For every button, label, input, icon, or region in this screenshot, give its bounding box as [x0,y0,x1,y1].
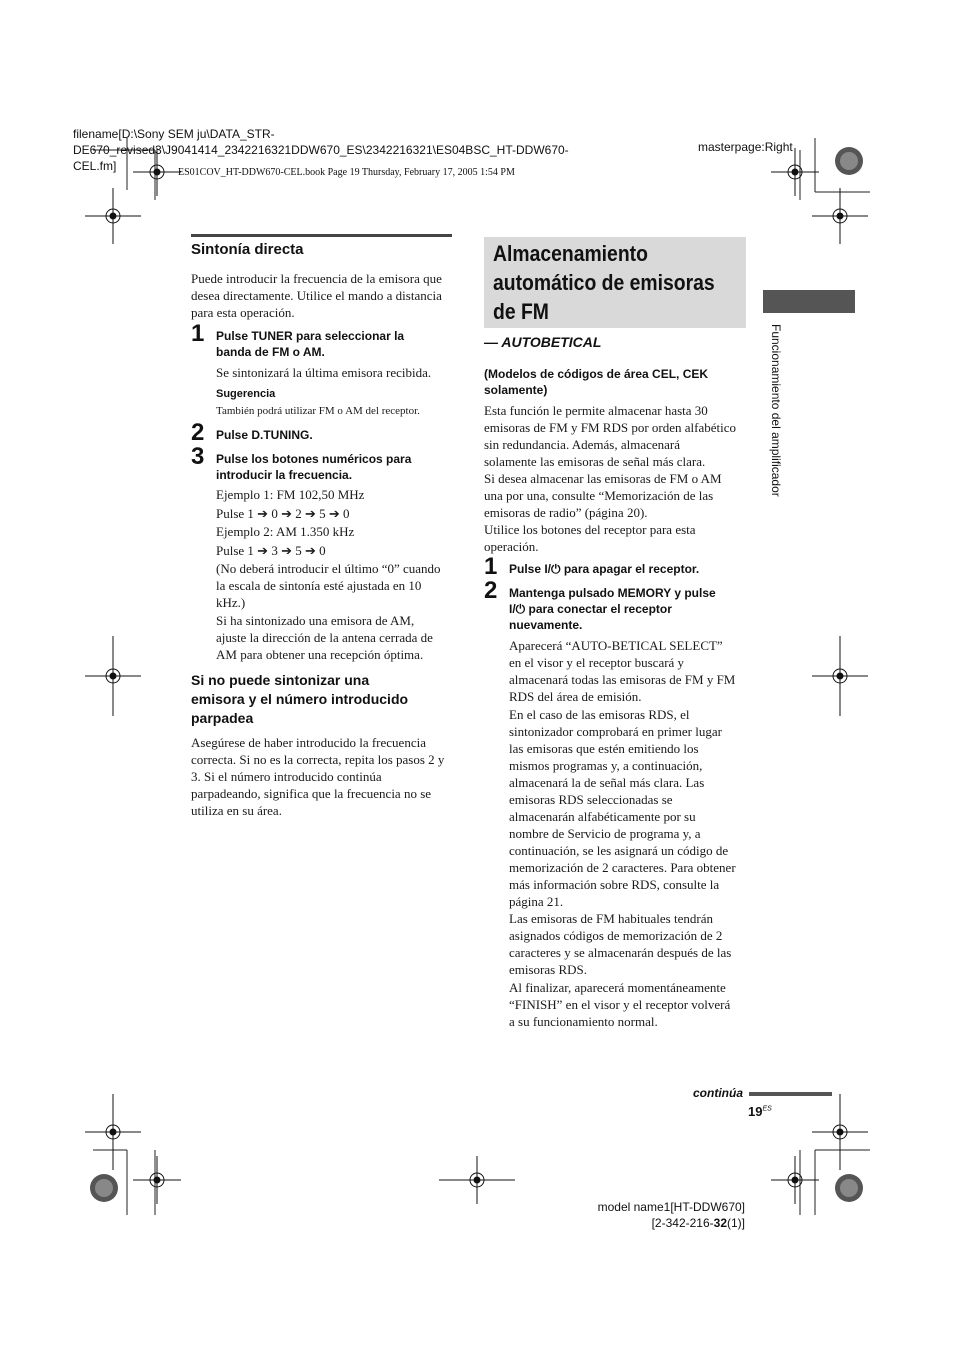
step-paragraph [509,979,754,1030]
side-tab-label: Funcionamiento del amplificador [769,324,783,497]
model-info [560,1199,745,1231]
text-line: nuevamente. [509,618,583,632]
book-line: ES01COV_HT-DDW670-CEL.book Page 19 Thursday, February 17, 2005 1:54 PM [178,167,515,178]
section-rule [191,234,452,237]
tip-text: También podrá utilizar FM o AM del receptor. [216,405,420,417]
text-line: nombre de Servicio de programa y, a [509,826,701,841]
text-line: Aparecerá “AUTO-BETICAL SELECT” [509,638,723,653]
text-line: a su funcionamiento normal. [509,1014,658,1029]
filename-line: filename[D:\Sony SEM ju\DATA_STR- [73,127,275,141]
masterpage-label: masterpage:Right [698,140,793,154]
model-code [560,1215,745,1231]
side-tab-bar [763,290,855,313]
text-line: caracteres y se almacenarán después de las [509,945,732,960]
text-line: almacenarán alfabéticamente por su [509,809,696,824]
text-line: utiliza en su área. [191,803,282,818]
text-line: ajuste la dirección de la antena cerrada de [216,630,433,645]
text-line: emisora y el número introducido [191,691,409,707]
text-line: mismos programas y, a continuación, [509,758,703,773]
example-line: Pulse 1 ➔ 0 ➔ 2 ➔ 5 ➔ 0 [216,505,350,521]
text-line: Si ha sintonizado una emisora de AM, [216,613,415,628]
main-heading [493,239,715,326]
text-line: banda de FM o AM. [216,345,325,359]
text-line: más información sobre RDS, consulte la [509,877,720,892]
model-code-part: (1)] [727,1216,745,1230]
text-line: Puede introducir la frecuencia de la emisora que [191,271,442,286]
text-line: emisoras RDS. [509,962,587,977]
filename-line: CEL.fm] [73,159,117,173]
text-line: RDS del área de emisión. [509,689,642,704]
continues-label: continúa [693,1086,743,1100]
step-number: 3 [191,443,205,470]
heading-line: automático de emisoras [493,270,715,295]
subheading [191,671,456,728]
text-line: Las emisoras de FM habituales tendrán [509,911,713,926]
step-note [216,612,456,663]
text-line: operación. [484,539,539,554]
text-line: Al finalizar, aparecerá momentáneamente [509,980,726,995]
step-number: 1 [484,553,498,580]
text-line: solamente las emisoras de señal más clara. [484,454,706,469]
step-examples [216,486,456,560]
example-line: Ejemplo 2: AM 1.350 kHz [216,524,355,539]
text-line: continuación, se les asignará un código de [509,843,729,858]
step-number: 2 [191,419,205,446]
step-text: Se sintonizará la última emisora recibida. [216,365,432,380]
text-line: I/⏻ para conectar el receptor [509,602,672,616]
text-line: emisoras RDS seleccionadas se [509,792,673,807]
text-line: Esta función le permite almacenar hasta 30 [484,403,708,418]
text-line: En el caso de las emisoras RDS, el [509,707,690,722]
continues-bar [749,1092,832,1096]
step-number: 2 [484,577,498,604]
text-line: sin redundancia. Además, almacenará [484,437,680,452]
step-number: 1 [191,320,205,347]
text-line: sintonizador comprobará en primer lugar [509,724,722,739]
step-title [216,451,456,483]
model-name: model name1[HT-DDW670] [597,1200,745,1214]
example-line: Pulse 1 ➔ 3 ➔ 5 ➔ 0 [216,542,326,558]
tip-heading: Sugerencia [216,388,276,400]
text-line: AM para obtener una recepción óptima. [216,647,424,662]
step-paragraph [509,910,754,978]
page-number-value: 19 [748,1104,763,1119]
text-line: 3. Si el número introducido continúa [191,769,382,784]
text-line: introducir la frecuencia. [216,468,353,482]
text-line: correcta. Si no es la correcta, repita los pasos 2 y [191,752,445,767]
example-line: Ejemplo 1: FM 102,50 MHz [216,487,365,502]
models-note [484,366,754,398]
text-line: parpadea [191,710,254,726]
text-line: una por una, consulte “Memorización de las [484,488,714,503]
intro-paragraph [484,402,754,555]
heading-line: Almacenamiento [493,241,648,266]
text-line: en el visor y el receptor buscará y [509,655,685,670]
text-line: almacenará la de señal más clara. Las [509,775,705,790]
step-title: Pulse I/⏻ para apagar el receptor. [509,562,700,576]
text-line: desea directamente. Utilice el mando a distancia [191,288,442,303]
text-line: kHz.) [216,595,246,610]
text-line: emisoras de radio” (página 20). [484,505,648,520]
step-paragraph [509,706,754,910]
autobetical-subtitle: — AUTOBETICAL [484,334,602,350]
heading-line: de FM [493,299,549,324]
text-line: Si no puede sintonizar una [191,672,370,688]
text-line: (No deberá introducir el último “0” cuando [216,561,441,576]
text-line: Si desea almacenar las emisoras de FM o AM [484,471,722,486]
page-number [748,1104,772,1119]
text-line: Utilice los botones del receptor para esta [484,522,696,537]
text-line: almacenará todas las emisoras de FM y FM [509,672,736,687]
text-line: Asegúrese de haber introducido la frecuencia [191,735,426,750]
step-title: Pulse D.TUNING. [216,428,313,442]
text-line: Pulse los botones numéricos para [216,452,412,466]
model-code-part: 32 [713,1216,727,1230]
text-line: “FINISH” en el visor y el receptor volverá [509,997,731,1012]
subheading-paragraph [191,734,456,819]
text-line: memorización de 2 caracteres. Para obtener [509,860,736,875]
text-line: para esta operación. [191,305,295,320]
text-line: solamente) [484,383,548,397]
text-line: (Modelos de códigos de área CEL, CEK [484,367,709,381]
step-title [216,328,456,360]
text-line: página 21. [509,894,564,909]
intro-paragraph [191,270,456,321]
text-line: las emisoras que estén emitiendo los [509,741,699,756]
text-line: Pulse TUNER para seleccionar la [216,329,405,343]
text-line: parpadeando, significa que la frecuencia no se [191,786,432,801]
filename-line: DE670_revised3\J9041414_2342216321DDW670_ES\2342216321\ES04BSC_HT-DDW670- [73,143,569,157]
text-line: la escala de sintonía esté ajustada en 10 [216,578,422,593]
text-line: asignados códigos de memorización de 2 [509,928,723,943]
page-language: ES [762,1105,772,1113]
step-note [216,560,456,611]
text-line: Mantenga pulsado MEMORY y pulse [509,586,716,600]
step-title [509,585,754,633]
section-title: Sintonía directa [191,241,304,258]
model-code-part: [2-342-216- [651,1216,714,1230]
text-line: emisoras de FM y FM RDS por orden alfabético [484,420,737,435]
step-paragraph [509,637,754,705]
